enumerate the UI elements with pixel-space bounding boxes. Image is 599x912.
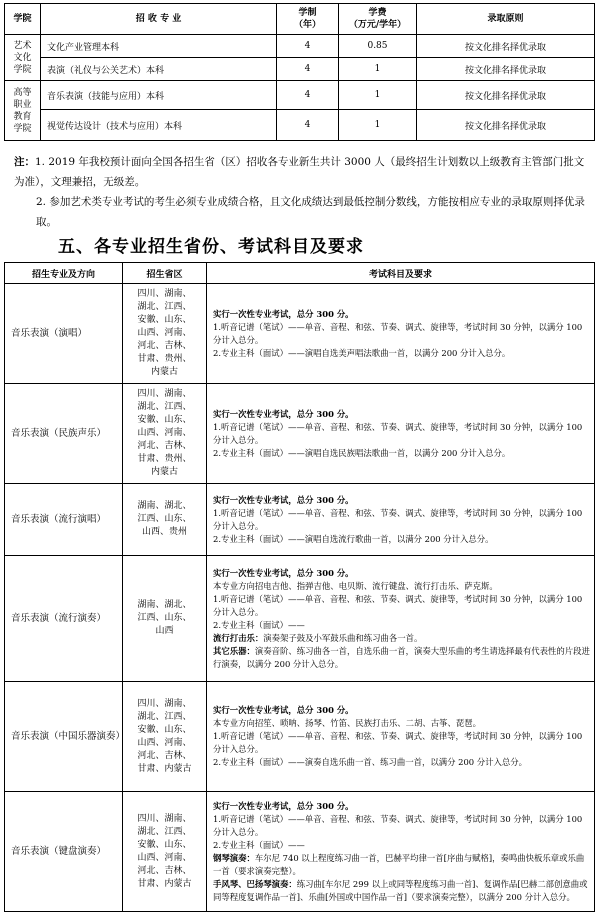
col-header-fee: 学费 （万元/学年） [339, 4, 417, 35]
province-line: 河北、吉林、 [137, 750, 192, 761]
requirement-line: 1.听音记谱（笔试）——单音、音程、和弦、节奏、调式、旋律等，考试时间 30 分钟，以满分 100 分计入总分。 [213, 731, 585, 754]
fee-cell: 1 [339, 58, 417, 81]
direction-cell: 音乐表演（民族声乐） [5, 384, 123, 484]
province-line: 山西、河南、 [137, 852, 192, 863]
col-header-years: 学制 （年） [277, 4, 339, 35]
requirement-line: 实行一次性专业考试，总分 300 分。 [213, 308, 354, 319]
province-line: 河北、吉林、 [137, 441, 192, 451]
province-line: 湖北、江西、 [137, 826, 192, 837]
col-header-requirements: 考试科目及要求 [207, 263, 595, 284]
major-cell: 文化产业管理本科 [41, 35, 277, 58]
province-line: 山西、河南、 [137, 428, 192, 438]
direction-cell: 音乐表演（流行演唱） [5, 484, 123, 556]
table-row [5, 58, 595, 81]
college-cell: 高等 职业 教育 学院 [5, 81, 41, 141]
requirement-line: 2.专业主科（面试）——演唱自选流行歌曲一首，以满分 200 分计入总分。 [213, 533, 494, 544]
province-line: 内蒙古 [150, 467, 178, 477]
direction-cell: 音乐表演（流行演奏） [5, 556, 123, 682]
requirement-line: 2.专业主科（面试）—— [213, 619, 305, 630]
province-line: 山西、贵州 [141, 527, 187, 537]
major-cell: 音乐表演（技能与应用）本科 [41, 81, 277, 110]
years-cell: 4 [277, 81, 339, 110]
requirement-line: 2.专业主科（面试）——演唱自选美声唱法歌曲一首，以满分 200 分计入总分。 [213, 347, 511, 358]
requirements-cell [207, 384, 595, 484]
requirement-line: 实行一次性专业考试，总分 300 分。 [213, 494, 354, 505]
requirement-line [213, 632, 591, 645]
direction-cell: 音乐表演（中国乐器演奏） [5, 682, 123, 792]
requirements-cell [207, 682, 595, 792]
province-line: 河北、吉林、 [137, 865, 192, 876]
col-header-provinces: 招生省区 [123, 263, 207, 284]
principle-cell: 按文化排名择优录取 [417, 81, 595, 110]
table-row [5, 384, 595, 484]
requirement-label: 钢琴演奏： [213, 852, 255, 863]
table-row [5, 556, 595, 682]
provinces-cell [123, 682, 207, 792]
college-cell: 艺术 文化 学院 [5, 35, 41, 81]
province-line: 甘肃、贵州、 [137, 354, 192, 364]
requirements-cell [207, 484, 595, 556]
table-row [5, 682, 595, 792]
table-row [5, 792, 595, 912]
requirement-line: 1.听音记谱（笔试）——单音、音程、和弦、节奏、调式、旋律等，考试时间 30 分钟，以满分 100 分计入总分。 [213, 421, 585, 445]
requirement-line: 2.专业主科（面试）——演唱自选民族唱法歌曲一首，以满分 200 分计入总分。 [213, 447, 511, 458]
exam-requirements-table [4, 262, 595, 912]
years-cell: 4 [277, 110, 339, 141]
province-line: 安徽、山东、 [137, 315, 192, 325]
requirements-cell [207, 284, 595, 384]
province-line: 山西 [155, 626, 174, 636]
province-line: 四川、湖南、 [137, 698, 192, 709]
note-2: 2. 参加艺术类专业考试的考生必须专业成绩合格，且文化成绩达到最低控制分数线，方能按相应专业的录取原则择优录取。 [36, 196, 585, 228]
requirement-line: 实行一次性专业考试，总分 300 分。 [213, 567, 354, 578]
principle-cell: 按文化排名择优录取 [417, 110, 595, 141]
province-line: 安徽、山东、 [137, 724, 192, 735]
province-line: 山西、河南、 [137, 737, 192, 748]
col-header-major: 招 收 专 业 [41, 4, 277, 35]
province-line: 甘肃、内蒙古 [137, 763, 192, 774]
major-cell: 视觉传达设计（技术与应用）本科 [41, 110, 277, 141]
principle-cell: 按文化排名择优录取 [417, 58, 595, 81]
fee-cell: 1 [339, 81, 417, 110]
direction-cell: 音乐表演（演唱） [5, 284, 123, 384]
requirement-text: 练习曲[车尔尼 299 以上或同等程度练习曲一首]、复调作品[巴赫二部创意曲或同等程度复调作品一首]、乐曲[外国或中国作品一首]（要求演奏完整），以满分 200 分计入总分。 [213, 878, 588, 902]
table-row [5, 35, 595, 58]
provinces-cell [123, 556, 207, 682]
table-row [5, 484, 595, 556]
province-line: 内蒙古 [150, 367, 178, 377]
note-1: 注：1. 2019 年我校预计面向全国各招生省（区）招收各专业新生共计 3000 人（最终招生计划数以上级教育主管部门批文为准），文理兼招，无级差。 [14, 156, 585, 188]
province-line: 四川、湖南、 [137, 389, 192, 399]
requirement-line [213, 645, 591, 671]
provinces-cell [123, 384, 207, 484]
province-line: 江西、山东、 [137, 514, 192, 524]
requirement-line: 1.听音记谱（笔试）——单音、音程、和弦、节奏、调式、旋律等，考试时间 30 分钟，以满分 100 分计入总分。 [213, 507, 585, 531]
table-header-row [5, 263, 595, 284]
fee-cell: 1 [339, 110, 417, 141]
principle-cell: 按文化排名择优录取 [417, 35, 595, 58]
requirement-label: 其它乐器： [213, 645, 255, 656]
provinces-cell [123, 792, 207, 912]
province-line: 湖北、江西、 [137, 402, 192, 412]
requirement-line: 本专业方向招笙、唢呐、扬琴、竹笛、民族打击乐、二胡、古筝、琵琶。 [213, 718, 481, 728]
requirement-line [213, 852, 591, 878]
requirement-label: 流行打击乐： [213, 632, 264, 643]
province-line: 甘肃、贵州、 [137, 454, 192, 464]
province-line: 湖南、湖北、 [137, 501, 192, 511]
requirements-cell [207, 556, 595, 682]
requirement-line: 实行一次性专业考试，总分 300 分。 [213, 800, 354, 811]
exam-table-body [5, 284, 595, 912]
col-header-direction: 招生专业及方向 [5, 263, 123, 284]
requirement-line: 1.听音记谱（笔试）——单音、音程、和弦、节奏、调式、旋律等，考试时间 30 分钟，以满分 100 分计入总分。 [213, 813, 585, 837]
province-line: 甘肃、内蒙古 [137, 878, 192, 889]
province-line: 湖南、湖北、 [137, 600, 192, 610]
requirement-label: 手风琴、巴扬琴演奏： [213, 878, 297, 889]
province-line: 湖北、江西、 [137, 302, 192, 312]
province-line: 湖北、江西、 [137, 711, 192, 722]
requirement-line: 本专业方向招电吉他、指弹吉他、电贝斯、流行键盘、流行打击乐、萨克斯。 [213, 580, 498, 591]
col-header-college: 学院 [5, 4, 41, 35]
province-line: 安徽、山东、 [137, 415, 192, 425]
requirement-line: 1.听音记谱（笔试）——单音、音程、和弦、节奏、调式、旋律等，考试时间 30 分钟，以满分 100 分计入总分。 [213, 593, 585, 617]
years-cell: 4 [277, 58, 339, 81]
admission-plan-table [4, 3, 595, 141]
section-title: 五、各专业招生省份、考试科目及要求 [58, 237, 364, 257]
provinces-cell [123, 284, 207, 384]
requirement-text: 演奏音阶、练习曲各一首，自选乐曲一首，演奏大型乐曲的考生请选择最有代表性的片段进行演奏，以满分 200 分计入总分。 [213, 645, 590, 669]
provinces-cell [123, 484, 207, 556]
requirement-line: 2.专业主科（面试）——演奏自选乐曲一首、练习曲一首，以满分 200 分计入总分。 [213, 757, 528, 767]
province-line: 四川、湖南、 [137, 813, 192, 824]
province-line: 江西、山东、 [137, 613, 192, 623]
fee-cell: 0.85 [339, 35, 417, 58]
requirements-cell [207, 792, 595, 912]
col-header-principle: 录取原则 [417, 4, 595, 35]
requirement-line [213, 878, 591, 904]
province-line: 山西、河南、 [137, 328, 192, 338]
requirement-line: 实行一次性专业考试，总分 300 分。 [213, 408, 354, 419]
requirement-line: 实行一次性专业考试，总分 300 分。 [213, 705, 354, 715]
requirement-text: 演奏架子鼓及小军鼓乐曲和练习曲各一首。 [263, 632, 423, 643]
direction-cell: 音乐表演（键盘演奏） [5, 792, 123, 912]
province-line: 河北、吉林、 [137, 341, 192, 351]
notes-block [14, 152, 589, 232]
table-row [5, 284, 595, 384]
table-header-row [5, 4, 595, 35]
requirement-line: 2.专业主科（面试）—— [213, 839, 305, 850]
table-row [5, 110, 595, 141]
province-line: 安徽、山东、 [137, 839, 192, 850]
table-row [5, 81, 595, 110]
requirement-text: 车尔尼 740 以上程度练习曲一首，巴赫平均律一首[序曲与赋格]，奏鸣曲快板乐章或乐曲一首（要求演奏完整）。 [213, 852, 585, 876]
years-cell: 4 [277, 35, 339, 58]
requirement-line: 1.听音记谱（笔试）——单音、音程、和弦、节奏、调式、旋律等，考试时间 30 分钟，以满分 100 分计入总分。 [213, 321, 585, 345]
province-line: 四川、湖南、 [137, 289, 192, 299]
major-cell: 表演（礼仪与公关艺术）本科 [41, 58, 277, 81]
